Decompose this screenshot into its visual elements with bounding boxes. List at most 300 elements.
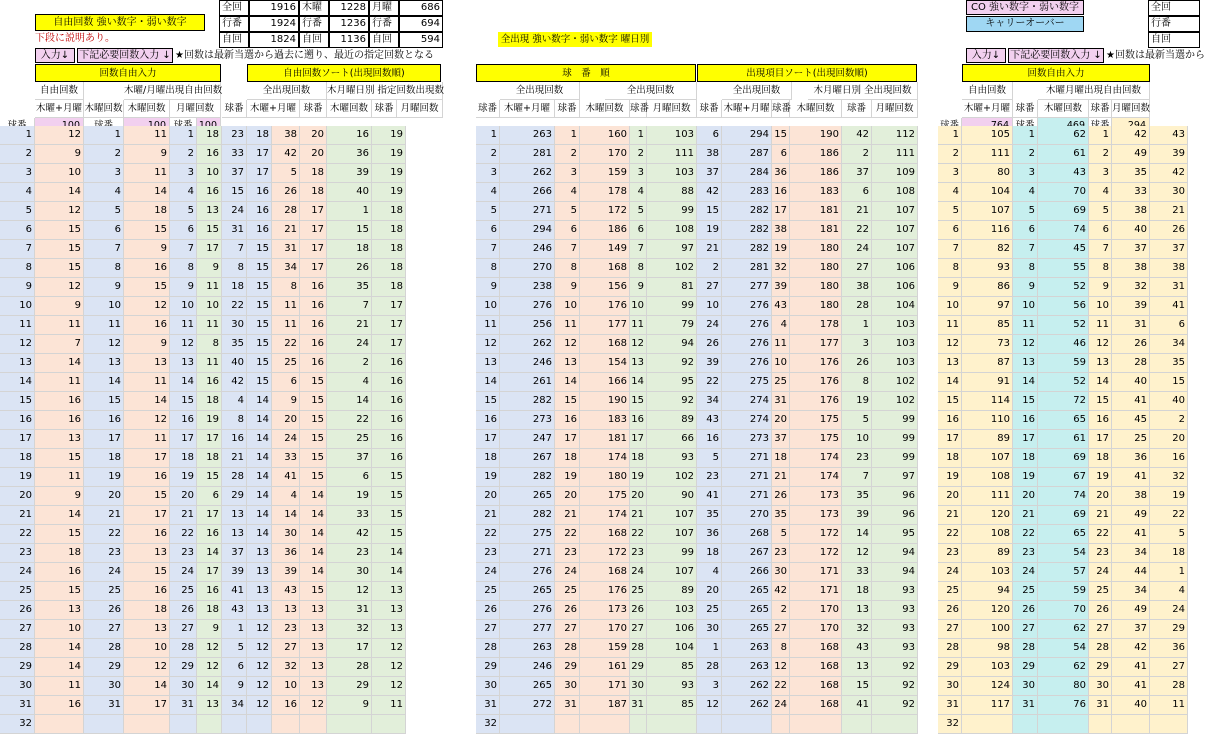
table-cell[interactable]: 26 [938, 601, 962, 620]
table-cell[interactable]: 13 [197, 696, 222, 715]
table-cell[interactable]: 33 [1112, 183, 1150, 202]
table-cell[interactable]: 18 [197, 392, 222, 411]
table-cell[interactable]: 11 [35, 373, 84, 392]
table-cell[interactable]: 32 [938, 715, 962, 734]
table-cell[interactable]: 8 [476, 259, 500, 278]
table-cell[interactable] [842, 715, 872, 734]
table-cell[interactable]: 282 [500, 506, 555, 525]
table-cell[interactable]: 5 [476, 202, 500, 221]
table-cell[interactable]: 18 [170, 449, 197, 468]
table-cell[interactable]: 16 [630, 411, 647, 430]
table-cell[interactable]: 14 [35, 639, 84, 658]
table-cell[interactable]: 9 [272, 392, 300, 411]
table-cell[interactable]: 15 [938, 392, 962, 411]
table-cell[interactable]: 94 [872, 544, 918, 563]
table-cell[interactable]: 92 [872, 658, 918, 677]
table-cell[interactable]: 31 [272, 240, 300, 259]
table-cell[interactable]: 20 [1150, 430, 1188, 449]
table-cell[interactable]: 27 [697, 278, 722, 297]
table-cell[interactable]: 42 [272, 145, 300, 164]
table-cell[interactable]: 160 [580, 126, 630, 145]
table-cell[interactable]: 16 [372, 373, 406, 392]
table-cell[interactable]: 28 [476, 639, 500, 658]
table-cell[interactable]: 90 [647, 487, 697, 506]
table-cell[interactable]: 168 [790, 639, 842, 658]
table-cell[interactable]: 108 [872, 183, 918, 202]
table-cell[interactable]: 18 [1150, 544, 1188, 563]
table-cell[interactable]: 17 [630, 430, 647, 449]
table-cell[interactable]: 3 [697, 677, 722, 696]
table-cell[interactable]: 12 [247, 658, 272, 677]
table-cell[interactable]: 103 [962, 658, 1013, 677]
table-cell[interactable]: 8 [630, 259, 647, 278]
table-cell[interactable]: 102 [647, 468, 697, 487]
table-cell[interactable]: 43 [1150, 126, 1188, 145]
table-cell[interactable]: 29 [476, 658, 500, 677]
table-cell[interactable] [35, 715, 84, 734]
table-cell[interactable]: 161 [580, 658, 630, 677]
table-cell[interactable]: 85 [647, 696, 697, 715]
table-cell[interactable]: 20 [772, 411, 790, 430]
table-cell[interactable]: 95 [647, 373, 697, 392]
table-cell[interactable]: 5 [1013, 202, 1038, 221]
table-cell[interactable]: 31 [476, 696, 500, 715]
table-cell[interactable]: 52 [1038, 278, 1089, 297]
table-cell[interactable]: 103 [962, 563, 1013, 582]
table-cell[interactable]: 36 [1112, 449, 1150, 468]
table-cell[interactable]: 111 [962, 487, 1013, 506]
table-cell[interactable]: 89 [962, 544, 1013, 563]
table-cell[interactable]: 9 [124, 240, 170, 259]
table-cell[interactable]: 20 [170, 487, 197, 506]
table-cell[interactable]: 170 [790, 620, 842, 639]
table-cell[interactable]: 35 [222, 335, 247, 354]
table-cell[interactable]: 190 [580, 392, 630, 411]
table-cell[interactable]: 40 [1112, 373, 1150, 392]
table-cell[interactable]: 28 [697, 658, 722, 677]
table-cell[interactable]: 39 [1112, 297, 1150, 316]
table-cell[interactable]: 99 [647, 297, 697, 316]
table-cell[interactable]: 93 [647, 677, 697, 696]
table-cell[interactable]: 93 [872, 620, 918, 639]
table-cell[interactable]: 21 [327, 316, 372, 335]
table-cell[interactable]: 34 [697, 392, 722, 411]
table-cell[interactable]: 87 [962, 354, 1013, 373]
table-cell[interactable] [372, 715, 406, 734]
table-cell[interactable]: 2 [697, 259, 722, 278]
table-cell[interactable]: 175 [790, 411, 842, 430]
table-cell[interactable]: 6 [272, 373, 300, 392]
table-cell[interactable]: 15 [247, 278, 272, 297]
table-cell[interactable]: 9 [197, 259, 222, 278]
table-cell[interactable]: 10 [842, 430, 872, 449]
table-cell[interactable]: 41 [1112, 658, 1150, 677]
table-cell[interactable]: 15 [372, 525, 406, 544]
table-cell[interactable]: 31 [327, 601, 372, 620]
table-cell[interactable]: 23 [272, 620, 300, 639]
table-cell[interactable]: 31 [170, 696, 197, 715]
table-cell[interactable]: 2 [938, 145, 962, 164]
table-cell[interactable]: 180 [790, 297, 842, 316]
table-cell[interactable]: 76 [1038, 696, 1089, 715]
table-cell[interactable]: 42 [222, 373, 247, 392]
table-cell[interactable]: 16 [197, 145, 222, 164]
table-cell[interactable]: 28 [272, 202, 300, 221]
table-cell[interactable]: 107 [872, 202, 918, 221]
table-cell[interactable]: 61 [1038, 430, 1089, 449]
table-cell[interactable]: 92 [872, 696, 918, 715]
table-cell[interactable]: 276 [500, 297, 555, 316]
table-cell[interactable]: 12 [476, 335, 500, 354]
table-cell[interactable]: 1 [842, 316, 872, 335]
table-cell[interactable] [962, 715, 1013, 734]
table-cell[interactable]: 275 [722, 373, 772, 392]
table-cell[interactable]: 1 [476, 126, 500, 145]
table-cell[interactable]: 15 [247, 373, 272, 392]
table-cell[interactable]: 103 [647, 601, 697, 620]
table-cell[interactable]: 180 [790, 278, 842, 297]
table-cell[interactable]: 42 [1112, 639, 1150, 658]
table-cell[interactable]: 11 [124, 126, 170, 145]
table-cell[interactable]: 13 [300, 677, 327, 696]
table-cell[interactable]: 25 [84, 582, 124, 601]
table-cell[interactable]: 267 [500, 449, 555, 468]
table-cell[interactable]: 41 [697, 487, 722, 506]
table-cell[interactable]: 15 [697, 202, 722, 221]
table-cell[interactable]: 32 [1112, 278, 1150, 297]
table-cell[interactable]: 3 [1089, 164, 1112, 183]
table-cell[interactable]: 9 [124, 145, 170, 164]
table-cell[interactable]: 11 [772, 335, 790, 354]
table-cell[interactable]: 11 [555, 316, 580, 335]
table-cell[interactable]: 16 [300, 335, 327, 354]
table-cell[interactable]: 22 [1013, 525, 1038, 544]
table-cell[interactable]: 18 [476, 449, 500, 468]
table-cell[interactable]: 294 [722, 126, 772, 145]
table-cell[interactable]: 174 [580, 506, 630, 525]
table-cell[interactable]: 13 [630, 354, 647, 373]
table-cell[interactable] [272, 715, 300, 734]
table-cell[interactable]: 6 [555, 221, 580, 240]
table-cell[interactable]: 25 [555, 582, 580, 601]
table-cell[interactable]: 95 [872, 525, 918, 544]
table-cell[interactable]: 56 [1038, 297, 1089, 316]
table-cell[interactable]: 102 [647, 259, 697, 278]
table-cell[interactable]: 17 [476, 430, 500, 449]
table-cell[interactable]: 24 [630, 563, 647, 582]
table-cell[interactable]: 18 [372, 278, 406, 297]
table-cell[interactable]: 33 [222, 145, 247, 164]
table-cell[interactable]: 24 [476, 563, 500, 582]
table-cell[interactable]: 37 [772, 430, 790, 449]
table-cell[interactable]: 21 [842, 202, 872, 221]
table-cell[interactable]: 24 [84, 563, 124, 582]
table-cell[interactable]: 28 [327, 658, 372, 677]
table-cell[interactable]: 16 [300, 316, 327, 335]
table-cell[interactable] [772, 715, 790, 734]
table-cell[interactable]: 4 [1089, 183, 1112, 202]
table-cell[interactable]: 10 [772, 354, 790, 373]
input-button[interactable]: 入力↓ [966, 48, 1006, 63]
table-cell[interactable]: 33 [272, 449, 300, 468]
table-cell[interactable]: 19 [372, 145, 406, 164]
table-cell[interactable]: 15 [555, 392, 580, 411]
table-cell[interactable]: 94 [647, 335, 697, 354]
table-cell[interactable]: 276 [500, 563, 555, 582]
table-cell[interactable]: 43 [697, 411, 722, 430]
table-cell[interactable]: 17 [124, 506, 170, 525]
table-cell[interactable]: 14 [327, 392, 372, 411]
table-cell[interactable]: 15 [372, 468, 406, 487]
table-cell[interactable]: 277 [722, 278, 772, 297]
table-cell[interactable]: 15 [124, 221, 170, 240]
table-cell[interactable]: 30 [1089, 677, 1112, 696]
table-cell[interactable]: 38 [1112, 259, 1150, 278]
table-cell[interactable]: 5 [272, 164, 300, 183]
table-cell[interactable]: 30 [0, 677, 35, 696]
table-cell[interactable]: 14 [300, 525, 327, 544]
table-cell[interactable]: 25 [272, 354, 300, 373]
table-cell[interactable]: 4 [222, 392, 247, 411]
table-cell[interactable]: 7 [630, 240, 647, 259]
table-cell[interactable]: 21 [1089, 506, 1112, 525]
table-cell[interactable]: 22 [476, 525, 500, 544]
table-cell[interactable]: 5 [630, 202, 647, 221]
table-cell[interactable]: 287 [722, 145, 772, 164]
table-cell[interactable]: 15 [1089, 392, 1112, 411]
table-cell[interactable]: 268 [722, 525, 772, 544]
table-cell[interactable]: 11 [35, 468, 84, 487]
table-cell[interactable]: 265 [500, 677, 555, 696]
table-cell[interactable]: 108 [962, 525, 1013, 544]
table-cell[interactable]: 15 [300, 411, 327, 430]
table-cell[interactable]: 10 [84, 297, 124, 316]
table-cell[interactable]: 25 [697, 601, 722, 620]
table-cell[interactable]: 17 [170, 430, 197, 449]
table-cell[interactable]: 99 [647, 202, 697, 221]
table-cell[interactable]: 92 [647, 392, 697, 411]
table-cell[interactable]: 18 [124, 202, 170, 221]
table-cell[interactable]: 10 [0, 297, 35, 316]
table-cell[interactable]: 170 [580, 145, 630, 164]
table-cell[interactable]: 6 [222, 658, 247, 677]
table-cell[interactable]: 9 [35, 297, 84, 316]
table-cell[interactable]: 42 [1112, 126, 1150, 145]
table-cell[interactable]: 166 [580, 373, 630, 392]
required-count-button[interactable]: 下記必要回数入力 ↓ [1008, 48, 1104, 63]
table-cell[interactable]: 6 [197, 487, 222, 506]
table-cell[interactable]: 14 [300, 544, 327, 563]
table-cell[interactable]: 13 [372, 620, 406, 639]
table-cell[interactable]: 10 [555, 297, 580, 316]
table-cell[interactable]: 172 [790, 525, 842, 544]
table-cell[interactable]: 10 [1013, 297, 1038, 316]
table-cell[interactable]: 27 [84, 620, 124, 639]
table-cell[interactable]: 14 [842, 525, 872, 544]
table-cell[interactable]: 19 [1150, 487, 1188, 506]
table-cell[interactable]: 172 [580, 202, 630, 221]
table-cell[interactable]: 13 [35, 430, 84, 449]
table-cell[interactable]: 18 [630, 449, 647, 468]
table-cell[interactable]: 12 [327, 582, 372, 601]
table-cell[interactable]: 15 [300, 468, 327, 487]
table-cell[interactable]: 9 [124, 335, 170, 354]
table-cell[interactable]: 13 [300, 658, 327, 677]
table-cell[interactable]: 36 [1150, 639, 1188, 658]
table-cell[interactable]: 16 [372, 411, 406, 430]
table-cell[interactable]: 31 [1089, 696, 1112, 715]
table-cell[interactable]: 15 [84, 392, 124, 411]
table-cell[interactable]: 3 [1013, 164, 1038, 183]
table-cell[interactable]: 59 [1038, 354, 1089, 373]
table-cell[interactable]: 39 [327, 164, 372, 183]
table-cell[interactable]: 18 [697, 544, 722, 563]
table-cell[interactable]: 8 [1013, 259, 1038, 278]
table-cell[interactable]: 271 [500, 544, 555, 563]
table-cell[interactable]: 17 [247, 145, 272, 164]
table-cell[interactable]: 16 [124, 259, 170, 278]
table-cell[interactable]: 10 [35, 620, 84, 639]
table-cell[interactable]: 26 [1112, 335, 1150, 354]
table-cell[interactable]: 42 [1150, 164, 1188, 183]
table-cell[interactable]: 14 [84, 373, 124, 392]
table-cell[interactable]: 28 [170, 639, 197, 658]
table-cell[interactable]: 14 [630, 373, 647, 392]
table-cell[interactable]: 6 [327, 468, 372, 487]
table-cell[interactable]: 9 [35, 487, 84, 506]
table-cell[interactable]: 23 [1013, 544, 1038, 563]
table-cell[interactable]: 41 [842, 696, 872, 715]
table-cell[interactable]: 97 [872, 468, 918, 487]
table-cell[interactable]: 36 [772, 164, 790, 183]
table-cell[interactable]: 10 [170, 297, 197, 316]
table-cell[interactable]: 109 [872, 164, 918, 183]
table-cell[interactable]: 46 [1038, 335, 1089, 354]
table-cell[interactable]: 11 [272, 316, 300, 335]
table-cell[interactable] [500, 715, 555, 734]
table-cell[interactable]: 11 [35, 316, 84, 335]
table-cell[interactable]: 16 [372, 430, 406, 449]
table-cell[interactable]: 283 [722, 183, 772, 202]
table-cell[interactable]: 27 [630, 620, 647, 639]
table-cell[interactable]: 15 [300, 430, 327, 449]
table-cell[interactable]: 21 [772, 468, 790, 487]
table-cell[interactable]: 19 [372, 164, 406, 183]
table-cell[interactable]: 41 [1112, 525, 1150, 544]
table-cell[interactable]: 107 [872, 221, 918, 240]
table-cell[interactable]: 12 [938, 335, 962, 354]
table-cell[interactable]: 12 [247, 677, 272, 696]
table-cell[interactable]: 15 [772, 126, 790, 145]
table-cell[interactable]: 39 [1150, 145, 1188, 164]
table-cell[interactable]: 17 [1013, 430, 1038, 449]
table-cell[interactable]: 15 [842, 677, 872, 696]
table-cell[interactable]: 8 [842, 373, 872, 392]
table-cell[interactable]: 81 [647, 278, 697, 297]
table-cell[interactable]: 13 [247, 582, 272, 601]
table-cell[interactable]: 171 [580, 677, 630, 696]
table-cell[interactable]: 177 [790, 335, 842, 354]
table-cell[interactable]: 25 [476, 582, 500, 601]
table-cell[interactable]: 35 [697, 506, 722, 525]
table-cell[interactable]: 16 [124, 468, 170, 487]
table-cell[interactable]: 266 [500, 183, 555, 202]
table-cell[interactable]: 14 [0, 373, 35, 392]
table-cell[interactable]: 22 [772, 677, 790, 696]
table-cell[interactable]: 183 [580, 411, 630, 430]
table-cell[interactable]: 30 [476, 677, 500, 696]
table-cell[interactable]: 12 [630, 335, 647, 354]
table-cell[interactable]: 13 [476, 354, 500, 373]
table-cell[interactable]: 120 [962, 506, 1013, 525]
table-cell[interactable]: 21 [84, 506, 124, 525]
table-cell[interactable]: 263 [722, 639, 772, 658]
table-cell[interactable]: 15 [124, 487, 170, 506]
table-cell[interactable]: 103 [872, 335, 918, 354]
table-cell[interactable]: 23 [555, 544, 580, 563]
table-cell[interactable]: 15 [247, 259, 272, 278]
table-cell[interactable]: 65 [1038, 525, 1089, 544]
table-cell[interactable]: 28 [84, 639, 124, 658]
table-cell[interactable]: 30 [555, 677, 580, 696]
table-cell[interactable]: 5 [1089, 202, 1112, 221]
table-cell[interactable]: 5 [170, 202, 197, 221]
table-cell[interactable]: 22 [555, 525, 580, 544]
table-cell[interactable]: 24 [772, 696, 790, 715]
table-cell[interactable]: 31 [1112, 316, 1150, 335]
table-cell[interactable]: 32 [842, 620, 872, 639]
table-cell[interactable]: 15 [300, 582, 327, 601]
table-cell[interactable]: 3 [84, 164, 124, 183]
table-cell[interactable]: 19 [170, 468, 197, 487]
table-cell[interactable]: 9 [222, 677, 247, 696]
table-cell[interactable]: 26 [1013, 601, 1038, 620]
table-cell[interactable]: 18 [555, 449, 580, 468]
table-cell[interactable]: 23 [222, 126, 247, 145]
table-cell[interactable]: 265 [500, 487, 555, 506]
table-cell[interactable]: 10 [197, 164, 222, 183]
table-cell[interactable]: 7 [170, 240, 197, 259]
table-cell[interactable]: 26 [476, 601, 500, 620]
table-cell[interactable]: 27 [555, 620, 580, 639]
table-cell[interactable]: 99 [872, 430, 918, 449]
table-cell[interactable]: 25 [1013, 582, 1038, 601]
table-cell[interactable]: 33 [842, 563, 872, 582]
table-cell[interactable]: 20 [1013, 487, 1038, 506]
table-cell[interactable]: 1 [630, 126, 647, 145]
table-cell[interactable]: 16 [938, 411, 962, 430]
table-cell[interactable]: 38 [1150, 259, 1188, 278]
table-cell[interactable]: 25 [630, 582, 647, 601]
table-cell[interactable]: 11 [476, 316, 500, 335]
table-cell[interactable]: 4 [630, 183, 647, 202]
table-cell[interactable]: 1 [1089, 126, 1112, 145]
table-cell[interactable]: 14 [938, 373, 962, 392]
table-cell[interactable]: 3 [630, 164, 647, 183]
table-cell[interactable]: 27 [772, 620, 790, 639]
table-cell[interactable]: 42 [327, 525, 372, 544]
table-cell[interactable]: 34 [272, 259, 300, 278]
table-cell[interactable]: 107 [647, 525, 697, 544]
table-cell[interactable]: 25 [0, 582, 35, 601]
table-cell[interactable] [1150, 715, 1188, 734]
table-cell[interactable]: 99 [872, 411, 918, 430]
table-cell[interactable]: 12 [300, 696, 327, 715]
table-cell[interactable]: 88 [647, 183, 697, 202]
table-cell[interactable]: 178 [790, 316, 842, 335]
table-cell[interactable]: 14 [300, 506, 327, 525]
table-cell[interactable]: 12 [170, 335, 197, 354]
